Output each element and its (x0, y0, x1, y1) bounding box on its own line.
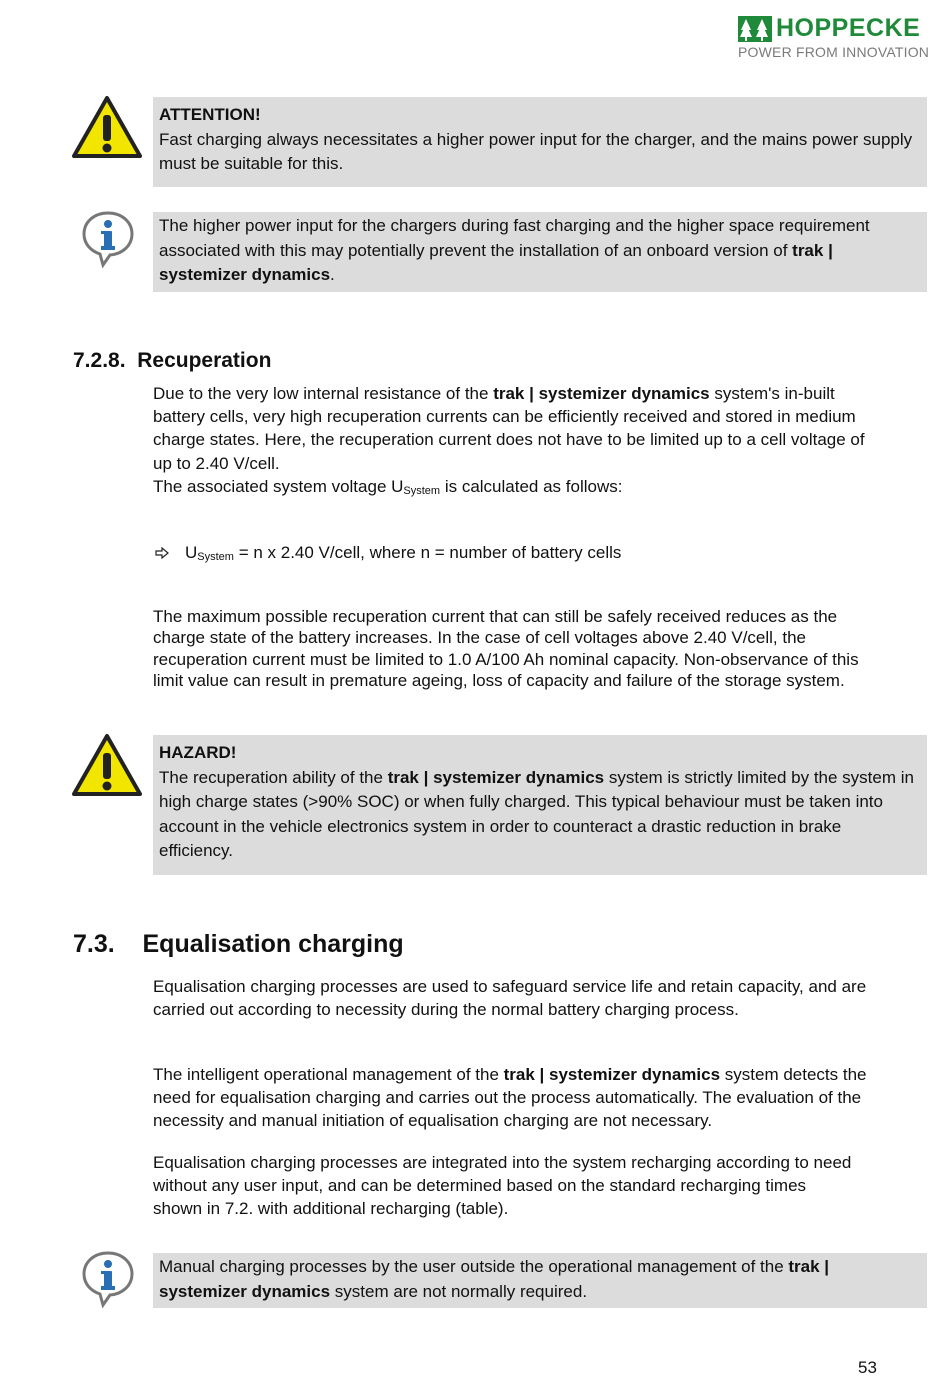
info-box (153, 1253, 927, 1308)
hazard-title: HAZARD! (159, 743, 237, 762)
attention-text: Fast charging always necessitates a higher power input for the charger, and the mains power supply must be suitable for this. (159, 129, 913, 173)
hazard-box (153, 735, 927, 875)
equalisation-paragraph-2 (153, 1063, 888, 1133)
subscript: System (197, 551, 234, 563)
attention-box (153, 97, 927, 187)
section-number: 7.2.8. (73, 349, 126, 372)
product-name: trak | systemizer dynamics (159, 1257, 830, 1301)
text-run: system detects the need for equalisation charging and carries out the process automatically. The evaluation of the necessity and manual initiation of equalisation charging are not necessary. (153, 1065, 867, 1131)
subscript: System (403, 484, 441, 497)
hazard-text: system is strictly limited by the system in high charge states (>90% SOC) or when fully charged. This typical behaviour must be taken into account in the vehicle electronics system in order to counteract a drastic reduction in brake efficiency. (159, 767, 914, 860)
product-name: trak | systemizer dynamics (159, 240, 833, 284)
equalisation-paragraph-3: Equalisation charging processes are integrated into the system recharging according to need without any user input, and can be determined based on the standard recharging times shown in 7.2. with additional recharging (table). (153, 1153, 852, 1219)
recuperation-paragraph-1 (153, 382, 878, 503)
equalisation-paragraph-1: Equalisation charging processes are used to safeguard service life and retain capacity, and are carried out according to necessity during the normal battery charging process. (153, 977, 867, 1020)
page-number: 53 (858, 1358, 877, 1377)
info-icon (80, 1250, 150, 1308)
info-box (153, 212, 927, 292)
formula (185, 541, 621, 569)
text-run: = n x 2.40 V/cell, where n = number of battery cells (233, 543, 622, 562)
logo-name: HOPPECKE (776, 14, 921, 42)
info-text-end: . (330, 265, 335, 284)
product-name: trak | systemizer dynamics (503, 1065, 721, 1084)
text-run: The intelligent operational management of the (153, 1065, 504, 1084)
info-text: The higher power input for the chargers during fast charging and the higher space requirement associated with this may potentially prevent the installation of an onboard version of (159, 216, 870, 260)
text-run: U (185, 543, 198, 562)
text-run: system's in-built battery cells, very high recuperation currents can be efficiently received and stored in medium charge states. Here, the recuperation current does not have to be limited up to a cell voltage of up to 2.40 V/cell. (153, 384, 865, 473)
logo-tagline: POWER FROM INNOVATION (738, 44, 930, 60)
arrow-right-icon (155, 546, 169, 564)
recuperation-paragraph-2: The maximum possible recuperation current that can still be safely received reduces as the charge state of the battery increases. In the case of cell voltages above 2.40 V/cell, the recuperation current must be limited to 1.0 A/100 Ah nominal capacity. Non-observance of this limit value can result in premature ageing, loss of capacity and failure of the storage system. (153, 607, 859, 691)
info-text-end: system are not normally required. (330, 1281, 588, 1301)
product-name: trak | systemizer dynamics (387, 767, 605, 787)
logo-trees-icon (738, 16, 772, 42)
section-title: Recuperation (137, 349, 272, 372)
text-run: Due to the very low internal resistance of the (153, 384, 494, 403)
product-name: trak | systemizer dynamics (493, 384, 710, 403)
text-run: The associated system voltage U (153, 476, 404, 496)
hazard-text: The recuperation ability of the (159, 767, 388, 787)
section-title: Equalisation charging (142, 930, 404, 958)
company-logo (738, 14, 932, 60)
section-heading (73, 348, 271, 374)
section-number: 7.3. (73, 930, 115, 958)
info-icon (80, 210, 150, 268)
attention-title: ATTENTION! (159, 105, 261, 124)
section-heading (73, 929, 404, 959)
text-run: is calculated as follows: (440, 476, 623, 496)
warning-icon (72, 733, 142, 797)
info-text: Manual charging processes by the user outside the operational management of the (159, 1257, 789, 1276)
warning-icon (72, 95, 142, 159)
